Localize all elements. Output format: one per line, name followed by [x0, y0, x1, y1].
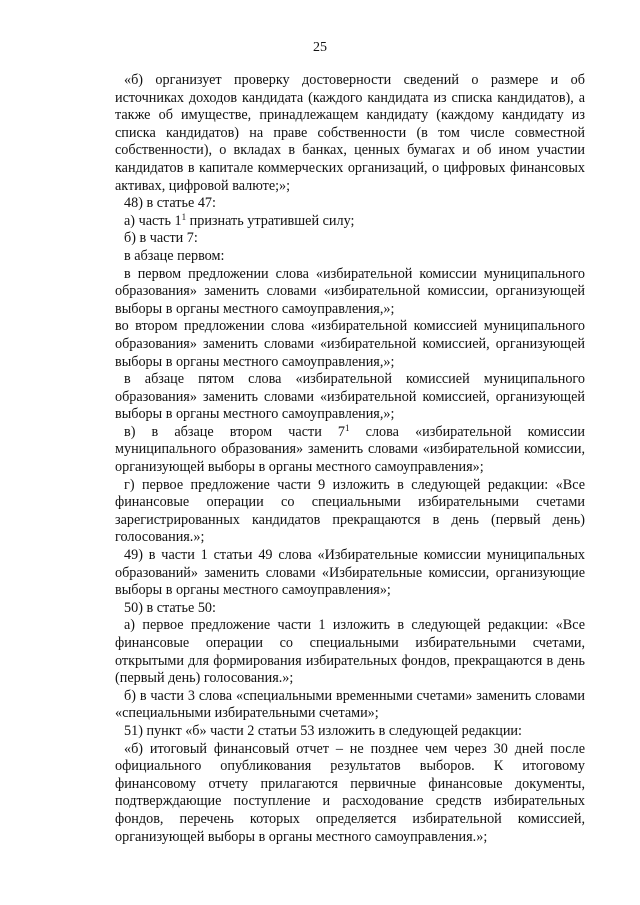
superscript: 1: [181, 211, 187, 222]
paragraph: г) первое предложение части 9 изложить в следующей редакции: «Все финансовые операции со специальными избирательными счетами зарегистрированных кандидатов прекращаются в день (первый день) голосования.»;: [115, 476, 585, 546]
paragraph-text: признать утратившей силу;: [186, 212, 355, 229]
paragraph-text: а) часть 1: [124, 212, 182, 229]
paragraph: 50) в статье 50:: [124, 599, 216, 616]
paragraph-text: в) в абзаце втором части 7: [124, 423, 346, 440]
paragraph: [115, 213, 585, 231]
paragraph: а) первое предложение части 1 изложить в следующей редакции: «Все финансовые операции со специальными избирательными счетами, открытыми для формирования избирательных фондов, прекращаются в день (первый день) голосования.»;: [115, 617, 585, 687]
paragraph: в абзаце пятом слова «избирательной комиссией муниципального образования» заменить словами «избирательной комиссией, организующей выборы в органы местного самоуправления,»;: [115, 371, 585, 423]
paragraph: «б) организует проверку достоверности сведений о размере и об источниках доходов кандидата (каждого кандидата из списка кандидатов), а также об имуществе, принадлежащем кандидату (каждому кандидату из списка кандидатов) на праве собственности (в том числе совместной собственности), о вкладах в банках, ценных бумагах и об ином участии кандидатов в капитале коммерческих организаций, о цифровых финансовых активах, цифровой валюте;»;: [115, 72, 585, 194]
paragraph: б) в части 3 слова «специальными временными счетами» заменить словами «специальными избирательными счетами»;: [115, 687, 585, 722]
paragraph: 49) в части 1 статьи 49 слова «Избирательные комиссии муниципальных образований» заменить словами «Избирательные комиссии, организующие выборы в органы местного самоуправления»;: [115, 547, 585, 599]
paragraph: в абзаце первом:: [124, 247, 225, 264]
body-text: [115, 72, 585, 846]
paragraph: в первом предложении слова «избирательной комиссии муниципального образования» заменить словами «избирательной комиссии, организующей выборы в органы местного самоуправления,»;: [115, 265, 585, 317]
superscript: 1: [345, 422, 350, 433]
paragraph: «б) итоговый финансовый отчет – не позднее чем через 30 дней после официального опубликования результатов выборов. К итоговому финансовому отчету прилагаются первичные финансовые документы, подтверждающие поступление и расходование средств избирательных фондов, перечень которых определяется избирательной комиссией, организующей выборы в органы местного самоуправления.»;: [115, 740, 585, 845]
paragraph: 51) пункт «б» части 2 статьи 53 изложить в следующей редакции:: [124, 722, 522, 739]
page-number: 25: [313, 40, 327, 55]
paragraph: 48) в статье 47:: [124, 195, 216, 212]
paragraph: [115, 424, 585, 477]
paragraph: во втором предложении слова «избирательной комиссией муниципального образования» заменить словами «избирательной комиссией, организующей выборы в органы местного самоуправления,»;: [115, 318, 585, 370]
paragraph-text: слова «избирательной комиссии муниципального образования» заменить словами «избирательной комиссии, организующей выборы в органы местного самоуправления»;: [115, 423, 585, 476]
paragraph: б) в части 7:: [124, 230, 198, 247]
